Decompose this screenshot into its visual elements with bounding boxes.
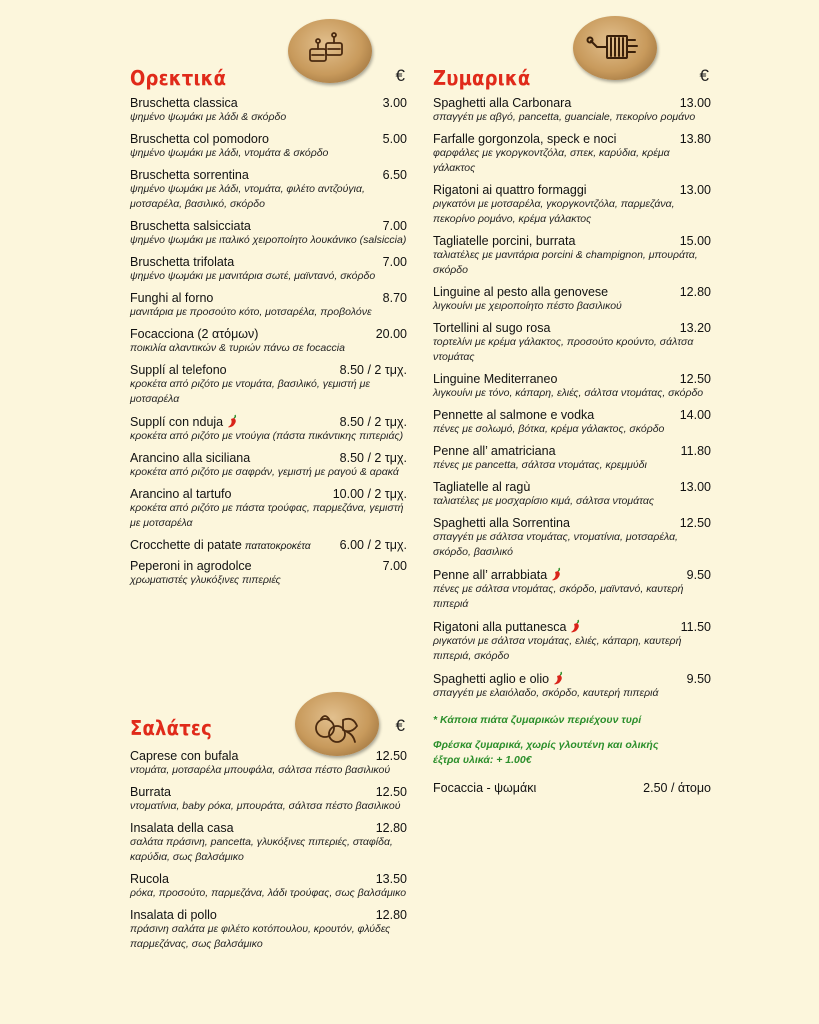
item-name: Rigatoni alla puttanesca	[433, 619, 582, 634]
item-name: Crocchette di patate πατατοκροκέτα	[130, 538, 311, 552]
pasta-notes	[433, 713, 711, 795]
item-description: σπαγγέτι με σάλτσα ντομάτας, ντοματίνια, μοτσαρέλα, σκόρδο, βασιλικό	[433, 531, 678, 558]
item-description: ψημένο ψωμάκι με ιταλικό χειροποίητο λουκάνικο (salsiccia)	[130, 234, 407, 246]
item-description: κροκέτα από ριζότο με ντούγια (πάστα πικάντικης πιπεριάς)	[130, 430, 404, 442]
item-name: Insalata della casa	[130, 821, 234, 835]
menu-item	[130, 487, 407, 531]
pasta-section	[433, 66, 711, 795]
note-fresh: Φρέσκα ζυμαρικά, χωρίς γλουτένη και ολικής έξτρα υλικά: + 1.00€	[433, 739, 659, 766]
item-price: 13.00	[679, 96, 711, 110]
item-price: 8.50 / 2 τμχ.	[339, 415, 407, 429]
item-name: Spaghetti aglio e olio	[433, 671, 565, 686]
item-description: ψημένο ψωμάκι με λάδι, ντομάτα, φιλέτο αντζούγια, μοτσαρέλα, βασιλικό, σκόρδο	[130, 183, 365, 210]
item-price: 11.50	[680, 620, 711, 634]
item-price: 8.50 / 2 τμχ.	[339, 363, 407, 377]
focaccia-row	[433, 781, 711, 795]
item-price: 20.00	[375, 327, 407, 341]
item-description: κροκέτα από ριζότο με σαφράν, γεμιστή με ραγού & αρακά	[130, 466, 399, 478]
item-price: 13.00	[679, 480, 711, 494]
item-price: 15.00	[679, 234, 711, 248]
item-description: σαλάτα πράσινη, pancetta, γλυκόξινες πιπεριές, σταφίδα, καρύδια, σως βαλσάμικο	[130, 836, 393, 863]
item-description: ταλιατέλες με μανιτάρια porcini & champignon, μπουράτα, σκόρδο	[433, 249, 698, 276]
appetizers-currency: €	[395, 66, 405, 85]
item-description: κροκέτα από ριζότο με πάστα τρούφας, παρμεζάνα, γεμιστή με μοτσαρέλα	[130, 502, 404, 529]
menu-item	[433, 516, 711, 560]
item-name: Caprese con bufala	[130, 749, 239, 763]
item-price: 12.50	[679, 516, 711, 530]
item-name: Penne all’ amatriciana	[433, 444, 556, 458]
menu-item	[433, 234, 711, 278]
item-description: πένες με pancetta, σάλτσα ντομάτας, κρεμμύδι	[433, 459, 647, 471]
menu-item	[130, 785, 407, 814]
item-price: 12.80	[375, 821, 407, 835]
cutting-board-icon	[288, 19, 372, 83]
pasta-title: Ζυμαρικά	[433, 66, 531, 90]
item-price: 3.00	[382, 96, 407, 110]
item-price: 6.50	[382, 168, 407, 182]
item-description: πένες με σολωμό, βότκα, κρέμα γάλακτος, σκόρδο	[433, 423, 665, 435]
salads-currency: €	[395, 716, 405, 735]
chili-pepper-icon	[551, 567, 563, 581]
menu-item	[433, 671, 711, 701]
salads-list	[130, 749, 407, 952]
item-price: 12.50	[375, 749, 407, 763]
item-name: Bruschetta salsicciata	[130, 219, 251, 233]
item-name: Spaghetti alla Sorrentina	[433, 516, 570, 530]
item-price: 9.50	[686, 672, 711, 686]
salads-title: Σαλάτες	[130, 716, 212, 740]
menu-item	[130, 96, 407, 125]
item-name: Funghi al forno	[130, 291, 214, 305]
item-price: 11.80	[680, 444, 711, 458]
item-name: Peperoni in agrodolce	[130, 559, 252, 573]
item-name: Focacciona (2 ατόμων)	[130, 327, 259, 341]
item-description: κροκέτα από ριζότο με ντομάτα, βασιλικό, γεμιστή με μοτσαρέλα	[130, 378, 371, 405]
menu-item	[433, 183, 711, 227]
item-name: Rucola	[130, 872, 169, 886]
item-name: Pennette al salmone e vodka	[433, 408, 595, 422]
appetizers-list	[130, 96, 407, 588]
item-price: 6.00 / 2 τμχ.	[339, 538, 407, 552]
item-description: ποικιλία αλαντικών & τυριών πάνω σε focaccia	[130, 342, 345, 354]
menu-item	[433, 444, 711, 473]
item-description: ταλιατέλες με μοσχαρίσιο κιμά, σάλτσα ντομάτας	[433, 495, 654, 507]
item-price: 7.00	[382, 219, 407, 233]
item-name: Penne all’ arrabbiata	[433, 567, 563, 582]
item-price: 12.50	[679, 372, 711, 386]
menu-item	[433, 372, 711, 401]
note-cheese: * Κάποια πιάτα ζυμαρικών περιέχουν τυρί	[433, 714, 642, 726]
item-price: 7.00	[382, 255, 407, 269]
menu-item	[130, 538, 407, 552]
item-name: Linguine Mediterraneo	[433, 372, 558, 386]
menu-item	[433, 408, 711, 437]
focaccia-price: 2.50 / άτομο	[643, 781, 711, 795]
menu-item	[130, 132, 407, 161]
item-description: σπαγγέτι με αβγό, pancetta, guanciale, πεκορίνο ρομάνο	[433, 111, 696, 123]
item-subtitle: πατατοκροκέτα	[244, 541, 311, 552]
item-description: ριγκατόνι με μοτσαρέλα, γκοργκοντζόλα, παρμεζάνα, πεκορίνο ρομάνο, κρέμα γάλακτος	[433, 198, 675, 225]
appetizers-title: Ορεκτικά	[130, 66, 227, 90]
item-name: Bruschetta sorrentina	[130, 168, 249, 182]
item-description: φαρφάλες με γκοργκοντζόλα, σπεκ, καρύδια, κρέμα γάλακτος	[433, 147, 670, 174]
chili-pepper-icon	[553, 671, 565, 685]
item-price: 13.00	[679, 183, 711, 197]
menu-item	[130, 168, 407, 212]
item-name: Insalata di pollo	[130, 908, 217, 922]
item-description: χρωματιστές γλυκόξινες πιπεριές	[130, 574, 281, 586]
item-name: Bruschetta trifolata	[130, 255, 235, 269]
menu-item	[130, 414, 407, 444]
item-name: Spaghetti alla Carbonara	[433, 96, 572, 110]
item-price: 8.70	[382, 291, 407, 305]
item-description: ντομάτα, μοτσαρέλα μπουφάλα, σάλτσα πέστο βασιλικού	[130, 764, 391, 776]
item-description: ψημένο ψωμάκι με λάδι, ντομάτα & σκόρδο	[130, 147, 329, 159]
pasta-list	[433, 96, 711, 701]
menu-item	[433, 285, 711, 314]
menu-item	[130, 559, 407, 588]
item-description: λιγκουίνι με τόνο, κάπαρη, ελιές, σάλτσα ντομάτας, σκόρδο	[433, 387, 704, 399]
item-price: 12.50	[375, 785, 407, 799]
menu-item	[130, 291, 407, 320]
item-price: 13.80	[679, 132, 711, 146]
menu-item	[130, 451, 407, 480]
menu-item	[130, 908, 407, 952]
item-description: λιγκουίνι με χειροποίητο πέστο βασιλικού	[433, 300, 622, 312]
chili-pepper-icon	[227, 414, 239, 428]
menu-item	[130, 327, 407, 356]
item-description: σπαγγέτι με ελαιόλαδο, σκόρδο, καυτερή πιπεριά	[433, 687, 659, 699]
item-name: Arancino al tartufo	[130, 487, 232, 501]
menu-item	[130, 219, 407, 248]
item-name: Burrata	[130, 785, 171, 799]
item-description: τορτελίνι με κρέμα γάλακτος, προσούτο κρούντο, σάλτσα ντομάτας	[433, 336, 694, 363]
menu-item	[433, 96, 711, 125]
item-description: ριγκατόνι με σάλτσα ντομάτας, ελιές, κάπαρη, καυτερή πιπεριά, σκόρδο	[433, 635, 682, 662]
item-name: Bruschetta col pomodoro	[130, 132, 269, 146]
focaccia-name: Focaccia - ψωμάκι	[433, 781, 537, 795]
menu-item	[130, 363, 407, 407]
item-description: ψημένο ψωμάκι με λάδι & σκόρδο	[130, 111, 287, 123]
item-name: Tagliatelle porcini, burrata	[433, 234, 576, 248]
item-description: ρόκα, προσούτο, παρμεζάνα, λάδι τρούφας, σως βαλσάμικο	[130, 887, 407, 899]
item-price: 14.00	[679, 408, 711, 422]
item-name: Tagliatelle al ragù	[433, 480, 531, 494]
menu-item	[433, 480, 711, 509]
item-price: 8.50 / 2 τμχ.	[339, 451, 407, 465]
menu-item	[130, 255, 407, 284]
item-price: 7.00	[382, 559, 407, 573]
menu-item	[433, 132, 711, 176]
item-description: ψημένο ψωμάκι με μανιτάρια σωτέ, μαϊντανό, σκόρδο	[130, 270, 376, 282]
item-name: Tortellini al sugo rosa	[433, 321, 551, 335]
menu-item	[433, 619, 711, 664]
pasta-currency: €	[699, 66, 709, 85]
pasta-machine-icon	[573, 16, 657, 80]
menu-item	[433, 567, 711, 612]
menu-item	[130, 872, 407, 901]
item-price: 9.50	[686, 568, 711, 582]
item-name: Arancino alla siciliana	[130, 451, 251, 465]
menu-item	[130, 821, 407, 865]
item-price: 10.00 / 2 τμχ.	[332, 487, 407, 501]
vegetables-icon	[295, 692, 379, 756]
item-name: Linguine al pesto alla genovese	[433, 285, 609, 299]
menu-item	[433, 321, 711, 365]
item-description: πράσινη σαλάτα με φιλέτο κοτόπουλου, κρουτόν, φλύδες παρμεζάνας, σως βαλσάμικο	[130, 923, 391, 950]
item-price: 5.00	[382, 132, 407, 146]
item-name: Bruschetta classica	[130, 96, 238, 110]
item-price: 13.50	[375, 872, 407, 886]
item-price: 12.80	[375, 908, 407, 922]
item-price: 13.20	[679, 321, 711, 335]
salads-section	[130, 716, 407, 952]
item-description: ντοματίνια, baby ρόκα, μπουράτα, σάλτσα πέστο βασιλικού	[130, 800, 401, 812]
item-name: Supplí al telefono	[130, 363, 227, 377]
item-description: μανιτάρια με προσούτο κότο, μοτσαρέλα, προβολόνε	[130, 306, 372, 318]
item-price: 12.80	[679, 285, 711, 299]
item-name: Supplí con nduja	[130, 414, 239, 429]
appetizers-section	[130, 66, 407, 588]
item-name: Farfalle gorgonzola, speck e noci	[433, 132, 617, 146]
chili-pepper-icon	[570, 619, 582, 633]
item-description: πένες με σάλτσα ντομάτας, σκόρδο, μαϊντανό, καυτερή πιπεριά	[433, 583, 684, 610]
item-name: Rigatoni ai quattro formaggi	[433, 183, 587, 197]
